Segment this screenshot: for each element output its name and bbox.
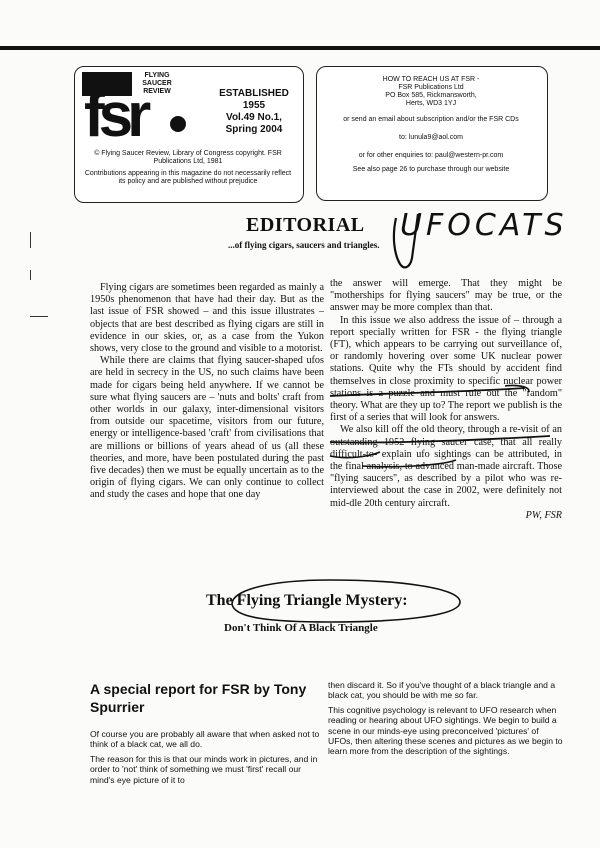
editorial-paragraph: While there are claims that flying saucer-shaped ufos are held in secrecy in the US, no such claims have been made for cigars being held anywhere. If we cannot be sure what flying saucers are – 'nuts and bolts' craft from other worlds in our galaxy, inter-dimensional visitors from outside our spacetime, visitors from our future, energy or intelligence-based 'craft' from civilisations that are millions or billions of years ahead of us (all these theories, and more, have been postulated during the past five decades) then we must be equally uncertain as to the origin of flying cigars. We can only continue to collect and study the cases and hope that one day <box>90 355 324 501</box>
underline-mark <box>362 460 456 467</box>
report-paragraph: The reason for this is that our minds work in pictures, and in order to 'not' think of something we must 'first' recall our mind's eye picture of it to <box>90 753 318 785</box>
contact-email-line: or send an email about subscription and/or the FSR CDs <box>343 116 519 123</box>
contact-other[interactable]: or for other enquiries to: paul@western-pr.com <box>358 152 504 159</box>
contact-see-also: See also page 26 to purchase through our website <box>352 166 510 173</box>
issue-season: Spring 2004 <box>225 124 283 135</box>
contact-email[interactable]: to: lunula9@aol.com <box>399 134 463 141</box>
handwritten-note: UFOCATS <box>400 208 568 243</box>
feature-subheadline: Don't Think Of A Black Triangle <box>224 622 378 634</box>
contact-org: FSR Publications Ltd <box>398 84 464 91</box>
report-paragraph: then discard it. So if you've thought of a black triangle and a black cat, you should be with me so far. <box>328 680 556 701</box>
disclaimer-text: Contributions appearing in this magazine do not necessarily reflect its policy and are published without prejudice <box>84 170 292 185</box>
logo-label-line-2: SAUCER <box>142 80 172 87</box>
report-right-column <box>328 680 564 761</box>
logo-letters: fsr <box>84 81 146 140</box>
editorial-paragraph: In this issue we also address the issue of – through a report specially written for FSR - the flying triangle (FT), which appears to be carrying out surveillance of, or randomly hovering over some UK nuclear power stations. Quite why the FTs should by accident find themselves in close proximity to specific nuclear power stations is a puzzle and must rule out the "random" theory. What are they up to? The report we publish is the first of a series that will look for answers. <box>330 314 562 424</box>
editorial-subtitle: ...of flying cigars, saucers and triangles. <box>228 240 380 250</box>
editorial-signature: PW, FSR <box>525 509 562 521</box>
report-left-column <box>90 729 322 789</box>
u-stroke <box>394 214 418 267</box>
logo-label-line-3: REVIEW <box>143 88 171 95</box>
contact-address-1: PO Box 585, Rickmansworth, <box>385 92 477 99</box>
copyright-text: © Flying Saucer Review, Library of Congress copyright. FSR Publications Ltd, 1981 <box>94 150 282 165</box>
editorial-title: EDITORIAL <box>246 214 365 236</box>
editorial-paragraph: We also kill off the old theory, through a re-visit of an outstanding 1952 flying saucer case, that all really difficult-to- explain ufo sightings can be attributed, in the final analysis, to advanced man-made aircraft. Those "flying saucers", as described by a pilot who was re-interviewed about the case in 2002, were definitely not mid-dle 20th century aircraft. <box>330 424 562 509</box>
contact-heading: HOW TO REACH US AT FSR - <box>382 76 480 83</box>
report-paragraph: Of course you are probably all aware that when asked not to think of a black cat, we all do. <box>90 729 320 750</box>
volume-number: Vol.49 No.1, <box>226 112 282 123</box>
editorial-paragraph: Flying cigars are sometimes been regarded as mainly a 1950s phenomenon that have had their day. But as the last issue of FSR showed – and this issue illustrates – objects that are best described as flying cigars are still in evidence in our skies, or, as a case from the Yukon shows, very close to the ground and visible to a motorist. <box>90 282 324 355</box>
report-title: A special report for FSR by Tony Spurrier <box>90 681 307 715</box>
underline-mark <box>330 452 380 458</box>
logo-label-line-1: FLYING <box>144 72 170 79</box>
underline-mark <box>330 388 525 396</box>
established-label: ESTABLISHED <box>219 88 289 99</box>
editorial-paragraph: the answer will emerge. That they might be "motherships for flying saucers" may be true, or the answer may be more complex than that. <box>330 278 562 314</box>
underline-mark <box>330 436 550 443</box>
contact-address-2: Herts, WD3 1YJ <box>405 100 457 107</box>
established-year: 1955 <box>242 100 266 111</box>
feature-headline: The Flying Triangle Mystery: <box>206 592 408 609</box>
report-paragraph: This cognitive psychology is relevant to UFO research when reading or hearing about UFO sightings. We begin to build a scene in our minds-eye using preconceived 'pictures' of UFOs, then altering these scenes and pictures as we begin to learn more from the description of the sightings. <box>328 704 563 757</box>
